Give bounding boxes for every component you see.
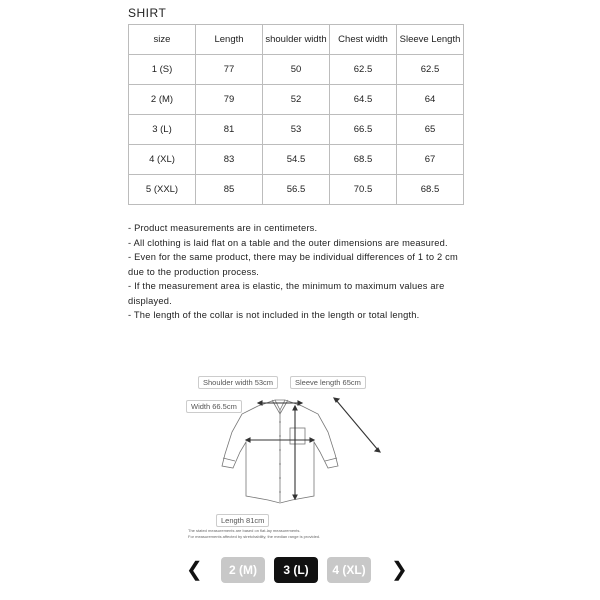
table-cell: 81 xyxy=(196,115,263,145)
table-cell: 68.5 xyxy=(397,175,464,205)
table-cell: 4 (XL) xyxy=(129,145,196,175)
length-label: Length 81cm xyxy=(216,514,269,527)
table-cell: 52 xyxy=(263,85,330,115)
table-cell: 5 (XXL) xyxy=(129,175,196,205)
table-cell: 85 xyxy=(196,175,263,205)
table-row xyxy=(129,145,464,175)
header-chest-width: Chest width xyxy=(330,25,397,55)
shirt-measurement-diagram xyxy=(180,370,390,545)
table-cell: 54.5 xyxy=(263,145,330,175)
sleeve-length-label: Sleeve length 65cm xyxy=(290,376,366,389)
size-table xyxy=(128,24,464,205)
size-pagination xyxy=(0,557,600,585)
table-cell: 70.5 xyxy=(330,175,397,205)
table-header-row xyxy=(129,25,464,55)
table-cell: 53 xyxy=(263,115,330,145)
width-label: Width 66.5cm xyxy=(186,400,242,413)
table-cell: 68.5 xyxy=(330,145,397,175)
header-shoulder-width: shoulder width xyxy=(263,25,330,55)
table-cell: 64.5 xyxy=(330,85,397,115)
note-line: - Even for the same product, there may be individual differences of 1 to 2 cm due to the production process. xyxy=(128,252,458,277)
shoulder-width-label: Shoulder width 53cm xyxy=(198,376,278,389)
table-cell: 77 xyxy=(196,55,263,85)
table-cell: 50 xyxy=(263,55,330,85)
table-cell: 62.5 xyxy=(397,55,464,85)
header-size: size xyxy=(129,25,196,55)
chevron-right-icon[interactable]: ❯ xyxy=(391,559,408,581)
diagram-footnote-1: The stated measurements are based on flat-lay measurements. xyxy=(188,528,301,533)
table-cell: 62.5 xyxy=(330,55,397,85)
table-cell: 83 xyxy=(196,145,263,175)
measurement-notes xyxy=(128,221,473,323)
size-option-xl[interactable]: 4 (XL) xyxy=(327,557,371,583)
note-line: - Product measurements are in centimeters. xyxy=(128,223,318,233)
diagram-footnote-2: For measurements affected by stretchability, the median range is provided. xyxy=(188,534,321,539)
table-cell: 2 (M) xyxy=(129,85,196,115)
table-cell: 3 (L) xyxy=(129,115,196,145)
size-option-m[interactable]: 2 (M) xyxy=(221,557,265,583)
size-option-l-active[interactable]: 3 (L) xyxy=(274,557,318,583)
note-line: - All clothing is laid flat on a table and the outer dimensions are measured. xyxy=(128,237,448,248)
shirt-illustration xyxy=(180,370,390,545)
table-cell: 65 xyxy=(397,115,464,145)
table-row xyxy=(129,85,464,115)
table-cell: 66.5 xyxy=(330,115,397,145)
table-row xyxy=(129,55,464,85)
table-cell: 56.5 xyxy=(263,175,330,205)
table-cell: 1 (S) xyxy=(129,55,196,85)
chevron-left-icon[interactable]: ❮ xyxy=(186,559,203,581)
table-cell: 79 xyxy=(196,85,263,115)
page-title: SHIRT xyxy=(128,6,167,20)
note-line: - If the measurement area is elastic, the minimum to maximum values are displayed. xyxy=(128,281,445,306)
table-row xyxy=(129,175,464,205)
table-cell: 64 xyxy=(397,85,464,115)
table-row xyxy=(129,115,464,145)
header-length: Length xyxy=(196,25,263,55)
table-cell: 67 xyxy=(397,145,464,175)
header-sleeve-length: Sleeve Length xyxy=(397,25,464,55)
note-line: - The length of the collar is not included in the length or total length. xyxy=(128,310,420,320)
